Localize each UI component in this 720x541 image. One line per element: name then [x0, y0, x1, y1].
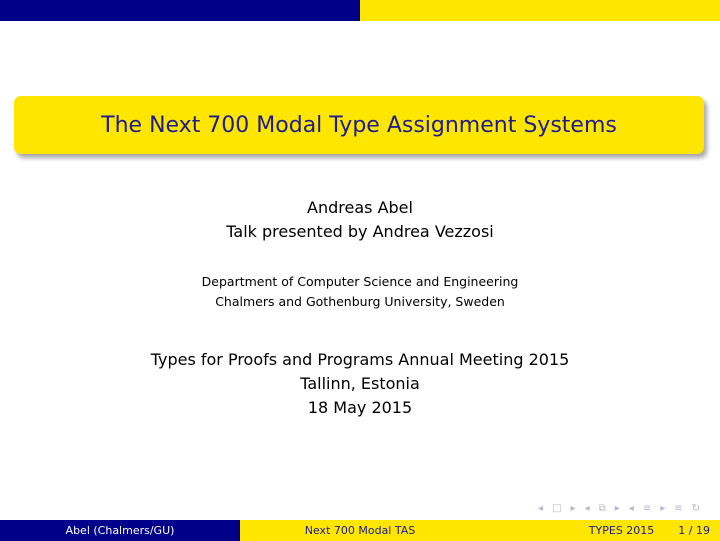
nav-frame-icon[interactable]: □	[552, 503, 562, 514]
top-bar-right	[360, 0, 720, 21]
nav-next-section-icon[interactable]: ▸	[660, 503, 666, 514]
nav-prev-subsection-icon[interactable]: ◂	[584, 503, 590, 514]
event-name: Types for Proofs and Programs Annual Meeting 2015	[150, 350, 570, 369]
nav-prev-frame-icon[interactable]: ◂	[538, 503, 544, 514]
university: Chalmers and Gothenburg University, Sweden	[215, 294, 505, 309]
nav-prev-section-icon[interactable]: ◂	[628, 503, 634, 514]
footer-author: Abel (Chalmers/GU)	[0, 520, 240, 541]
footer-conference: TYPES 2015	[588, 524, 655, 537]
presenter-line: Talk presented by Andrea Vezzosi	[226, 222, 494, 241]
top-bar	[0, 0, 720, 21]
nav-section-icon[interactable]: ≡	[642, 503, 652, 514]
event-block	[0, 348, 720, 420]
beamer-navigation	[538, 503, 700, 514]
nav-search-icon[interactable]: ↻	[691, 503, 700, 514]
author-name: Andreas Abel	[307, 198, 413, 217]
footer-bar	[0, 520, 720, 541]
nav-subsection-icon[interactable]: ⧉	[598, 503, 606, 514]
nav-next-subsection-icon[interactable]: ▸	[614, 503, 620, 514]
event-location: Tallinn, Estonia	[300, 374, 420, 393]
nav-align-icon[interactable]: ≡	[674, 503, 683, 514]
footer-short-title: Next 700 Modal TAS	[240, 520, 480, 541]
top-bar-left	[0, 0, 360, 21]
affiliation-block	[0, 272, 720, 312]
event-date: 18 May 2015	[307, 398, 413, 417]
department: Department of Computer Science and Engineering	[201, 274, 519, 289]
nav-next-frame-icon[interactable]: ▸	[570, 503, 576, 514]
slide-title: The Next 700 Modal Type Assignment Systems	[101, 112, 617, 138]
footer-page-number: 1 / 19	[678, 524, 710, 537]
author-block	[0, 196, 720, 244]
title-box	[14, 96, 704, 154]
footer-right	[480, 520, 720, 541]
